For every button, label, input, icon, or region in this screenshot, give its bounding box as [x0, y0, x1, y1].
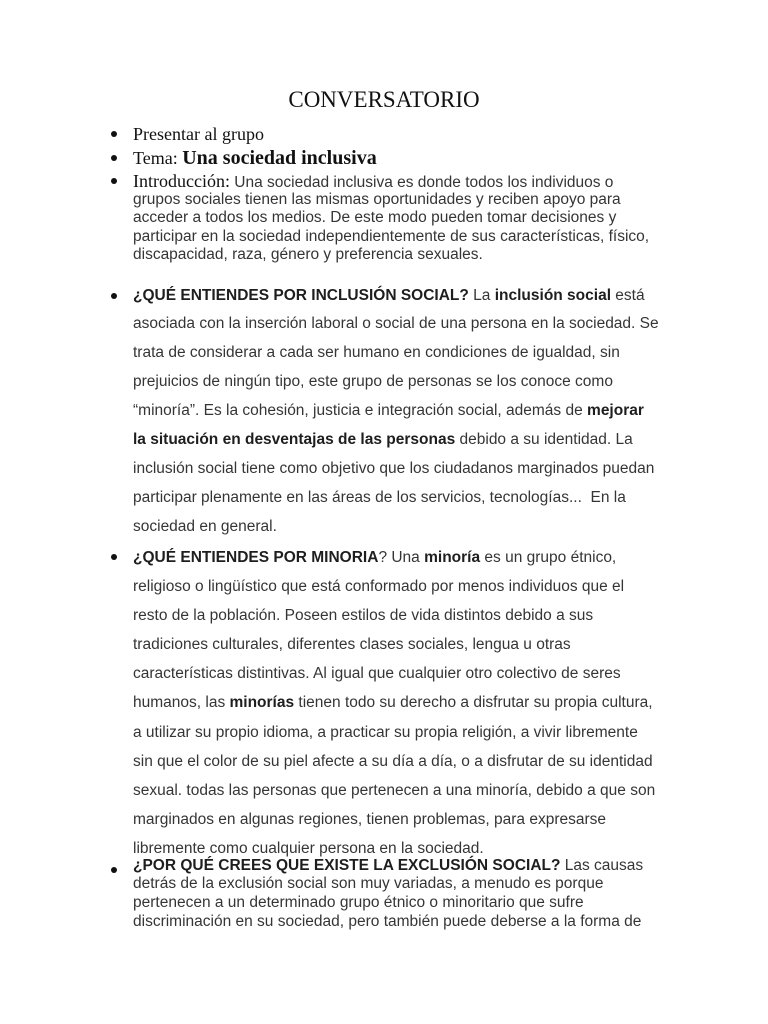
text-line	[133, 147, 753, 169]
body-text: a utilizar su propio idioma, a practicar su propia religión, a vivir libremente	[133, 723, 638, 741]
text-line	[133, 688, 753, 717]
text-line	[133, 246, 753, 265]
text-line	[133, 659, 753, 688]
body-text: La	[468, 286, 495, 304]
text-line	[133, 310, 753, 339]
bullet-icon	[111, 131, 117, 137]
text-line	[133, 805, 753, 834]
body-text: participar plenamente en las áreas de los servicios, tecnologías... En la	[133, 488, 626, 506]
body-text: tienen todo su derecho a disfrutar su propia cultura,	[294, 694, 653, 712]
topic-text: Una sociedad inclusiva	[182, 147, 377, 169]
body-text: pertenecen a un determinado grupo étnico o minoritario que sufre	[133, 893, 584, 911]
body-text: ? Una	[378, 548, 425, 566]
page-title: CONVERSATORIO	[288, 87, 480, 112]
text-line	[133, 124, 753, 144]
bold-text: la situación en desventajas de las personas	[133, 430, 456, 448]
text-line	[133, 513, 753, 542]
text-line	[133, 747, 753, 776]
body-text: es un grupo étnico,	[480, 548, 617, 566]
item-text	[133, 543, 753, 864]
text-line	[133, 209, 753, 228]
text-line	[133, 484, 753, 513]
text-line	[133, 397, 753, 426]
body-text: participar en la sociedad independientemente de sus características, físico,	[133, 227, 650, 245]
bold-text: ¿POR QUÉ CREES QUE EXISTE LA EXCLUSIÓN SOCIAL?	[133, 856, 561, 874]
text-line	[133, 630, 753, 659]
body-text: tradiciones culturales, diferentes clases sociales, lengua u otras	[133, 636, 571, 654]
body-text: trata de considerar a cada ser humano en condiciones de igualdad, sin	[133, 344, 620, 362]
bullet-icon	[111, 293, 117, 299]
text-line	[133, 913, 753, 932]
body-text: asociada con la inserción laboral o social de una persona en la sociedad. Se	[133, 315, 659, 333]
text-line	[133, 455, 753, 484]
bold-text: ¿QUÉ ENTIENDES POR MINORIA	[133, 548, 379, 566]
body-text: religioso o lingüístico que está conformado por menos individuos que el	[133, 577, 625, 595]
text-line	[133, 191, 753, 210]
text-line	[133, 572, 753, 601]
bold-text: ¿QUÉ ENTIENDES POR INCLUSIÓN SOCIAL?	[133, 286, 469, 304]
body-text: marginados en algunas regiones, tienen problemas, para expresarse	[133, 811, 607, 829]
body-text: discriminación en su sociedad, pero también puede deberse a la forma de	[133, 912, 642, 930]
body-text: está	[611, 286, 645, 304]
label-text: Introducción:	[133, 171, 230, 191]
body-text: acceder a todos los medios. De este modo pueden tomar decisiones y	[133, 209, 617, 226]
label-text: Presentar al grupo	[133, 124, 264, 144]
text-line	[133, 857, 753, 876]
item-text	[133, 124, 753, 144]
bold-text: inclusión social	[494, 286, 611, 304]
text-line	[133, 718, 753, 747]
item-text	[133, 857, 753, 932]
text-line	[133, 368, 753, 397]
body-text: sin que el color de su piel afecte a su día a día, o a disfrutar de su identidad	[133, 752, 653, 770]
body-text: Las causas	[560, 856, 644, 874]
text-line	[133, 426, 753, 455]
body-text: grupos sociales tienen las mismas oportunidades y reciben apoyo para	[133, 190, 621, 208]
text-line	[133, 601, 753, 630]
body-text: resto de la población. Poseen estilos de vida distintos debido a sus	[133, 606, 594, 624]
text-line	[133, 875, 753, 894]
bold-text: minoría	[424, 548, 481, 566]
text-line	[133, 172, 753, 191]
bullet-icon	[111, 867, 117, 873]
body-text: humanos, las	[133, 694, 230, 712]
bullet-icon	[111, 155, 117, 161]
bullet-icon	[111, 178, 117, 184]
text-line	[133, 282, 753, 311]
body-text: sexual. todas las personas que pertenecen a una minoría, debido a que son	[133, 782, 656, 799]
item-text	[133, 282, 753, 542]
text-line	[133, 339, 753, 368]
body-text: discapacidad, raza, género y preferencia sexuales.	[133, 246, 483, 263]
text-line	[133, 776, 753, 805]
bold-text: mejorar	[587, 402, 644, 420]
body-text: libremente como cualquier persona en la sociedad.	[133, 840, 484, 858]
text-line	[133, 228, 753, 247]
bullet-icon	[111, 554, 117, 560]
body-text: inclusión social tiene como objetivo que los ciudadanos marginados puedan	[133, 459, 655, 477]
label-text: Tema:	[133, 148, 183, 168]
body-text: sociedad en general.	[133, 517, 277, 535]
text-line	[133, 894, 753, 913]
text-line	[133, 543, 753, 572]
body-text: Una sociedad inclusiva es donde todos los individuos o	[229, 174, 614, 191]
item-text	[133, 147, 753, 169]
body-text: detrás de la exclusión social son muy variadas, a menudo es porque	[133, 875, 604, 893]
body-text: prejuicios de ningún tipo, este grupo de personas se los conoce como	[133, 373, 613, 391]
item-text	[133, 172, 753, 265]
body-text: características distintivas. Al igual que cualquier otro colectivo de seres	[133, 665, 621, 683]
body-text: debido a su identidad. La	[455, 430, 633, 448]
bold-text: minorías	[229, 694, 295, 712]
body-text: “minoría”. Es la cohesión, justicia e integración social, además de	[133, 402, 588, 420]
